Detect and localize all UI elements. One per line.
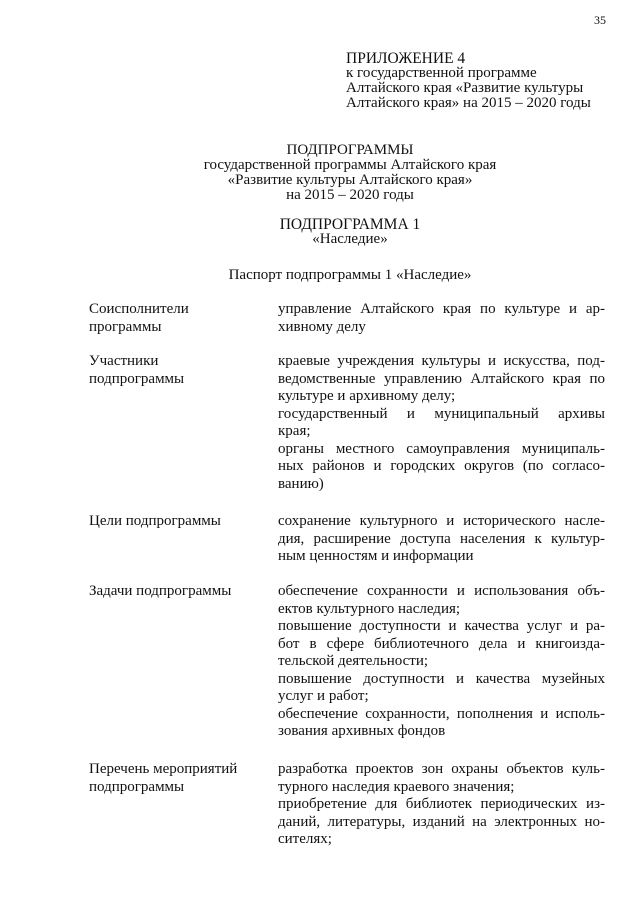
row-label [89, 583, 269, 601]
row-label [89, 353, 269, 388]
row-value-line: повышение доступности и качества музейных [278, 670, 605, 687]
row-value-line: сителях; [278, 831, 332, 847]
appendix-line: Алтайского края «Развитие культуры [346, 80, 584, 96]
row-value-line: бот в сфере библиотечного дела и книгоизда- [278, 635, 605, 652]
page-number: 35 [594, 13, 606, 27]
subprogram-title: ПОДПРОГРАММА 1 [279, 216, 421, 233]
row-label [89, 513, 269, 531]
row-label-line: Соисполнители [89, 301, 189, 317]
row-value-line: дия, расширение доступа населения к культур- [278, 530, 605, 547]
row-value-line: ванию) [278, 475, 324, 492]
row-value-line: государственный и муниципальный архивы [278, 405, 605, 422]
subprograms-title-block [0, 143, 640, 203]
row-label-line: подпрограммы [89, 778, 185, 795]
row-label [89, 301, 269, 336]
row-label-line: Перечень мероприятий [89, 761, 238, 777]
row-value-line: обеспечение сохранности, пополнения и исполь- [278, 705, 605, 722]
row-label [89, 761, 269, 796]
row-value-line: ведомственные управлению Алтайского края по [278, 370, 605, 387]
row-value [278, 513, 605, 566]
row-value-line: обеспечение сохранности и использования объ- [278, 583, 605, 599]
row-value-line: тельской деятельности; [278, 653, 429, 669]
row-label-line: программы [89, 318, 162, 335]
subprogram-name: «Наследие» [312, 231, 388, 247]
row-value-line: хивному делу [278, 318, 366, 335]
row-value-line: краевые учреждения культуры и искусства, под- [278, 353, 605, 369]
row-value [278, 301, 605, 336]
row-value-line: края; [278, 423, 311, 439]
subprograms-line: на 2015 – 2020 годы [286, 187, 414, 203]
row-value [278, 583, 605, 741]
row-value-line: органы местного самоуправления муниципаль- [278, 440, 605, 457]
subprograms-heading: ПОДПРОГРАММЫ [286, 142, 414, 158]
subprogram-title-block [0, 217, 640, 247]
row-value-line: ным ценностям и информации [278, 548, 474, 564]
subprograms-line: государственной программы Алтайского края [203, 157, 497, 173]
row-value-line: разработка проектов зон охраны объектов куль- [278, 761, 605, 777]
row-label-line: Задачи подпрограммы [89, 583, 232, 599]
row-value-line: турного наследия краевого значения; [278, 778, 515, 795]
subprograms-line: «Развитие культуры Алтайского края» [227, 172, 473, 188]
passport-title: Паспорт подпрограммы 1 «Наследие» [228, 267, 472, 283]
row-value-line: даний, литературы, изданий на электронных но- [278, 813, 605, 830]
row-label-line: подпрограммы [89, 370, 185, 387]
row-value [278, 761, 605, 849]
row-value-line: ных районов и городских округов (по согласо- [278, 458, 605, 474]
row-value-line: приобретение для библиотек периодических из- [278, 796, 605, 812]
row-label-line: Цели подпрограммы [89, 513, 221, 529]
row-value-line: культуре и архивному делу; [278, 388, 456, 404]
row-value-line: ектов культурного наследия; [278, 600, 461, 617]
row-value-line: повышение доступности и качества услуг и ра- [278, 618, 605, 634]
row-value [278, 353, 605, 493]
appendix-line: к государственной программе [346, 65, 537, 81]
row-value-line: зования архивных фондов [278, 723, 446, 739]
row-value-line: управление Алтайского края по культуре и ар- [278, 301, 605, 317]
appendix-heading: ПРИЛОЖЕНИЕ 4 [346, 50, 466, 67]
row-value-line: услуг и работ; [278, 688, 369, 704]
appendix-header [346, 51, 616, 111]
row-label-line: Участники [89, 353, 159, 369]
row-value-line: сохранение культурного и исторического насле- [278, 513, 605, 529]
appendix-line: Алтайского края» на 2015 – 2020 годы [346, 95, 591, 111]
